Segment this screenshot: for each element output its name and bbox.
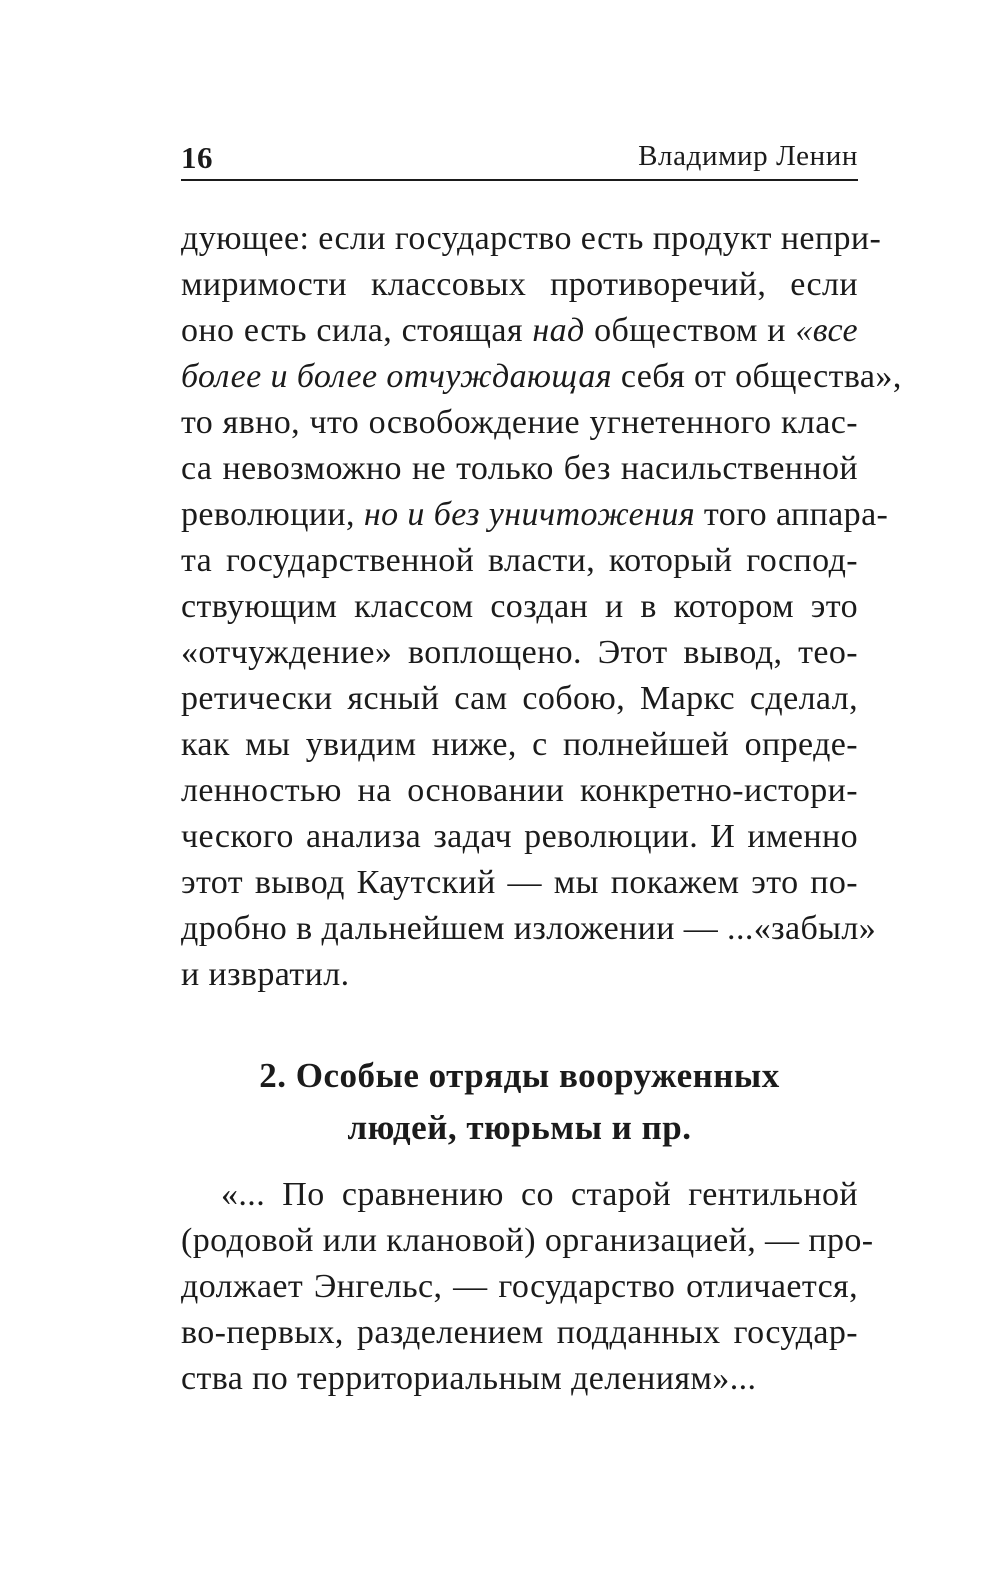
text-line: (родовой или клановой) организацией, — про- xyxy=(181,1222,874,1259)
text-line: как мы увидим ниже, с полнейшей опреде- xyxy=(181,726,858,763)
text-line: та государственной власти, который господ- xyxy=(181,542,858,579)
text-line: «... По сравнению со старой гентильной xyxy=(221,1176,858,1213)
text-line: ства по территориальным делениям»... xyxy=(181,1360,757,1397)
text-line: революции, но и без уничтожения того аппара- xyxy=(181,496,889,533)
text-line: ческого анализа задач революции. И именно xyxy=(181,818,858,855)
text-line: и извратил. xyxy=(181,956,350,993)
italic-emphasis: более и более отчуждающая xyxy=(181,358,612,395)
text-line: должает Энгельс, — государство отличается, xyxy=(181,1268,858,1305)
running-header xyxy=(181,140,858,176)
text-line: то явно, что освобождение угнетенного клас- xyxy=(181,404,858,441)
italic-emphasis: но и без уничтожения xyxy=(363,496,696,533)
text-line: са невозможно не только без насильственной xyxy=(181,450,858,487)
text-line: «отчуждение» воплощено. Этот вывод, тео- xyxy=(181,634,858,671)
book-page xyxy=(181,0,902,1583)
paragraph-continuation xyxy=(181,216,902,998)
italic-emphasis: над xyxy=(532,312,585,349)
text-line: во-первых, разделением подданных государ- xyxy=(181,1314,858,1351)
text-line: ретически ясный сам собою, Маркс сделал, xyxy=(181,680,858,717)
text-line: ленностью на основании конкретно-истори- xyxy=(181,772,858,809)
text-line: ствующим классом создан и в котором это xyxy=(181,588,858,625)
text-line: дробно в дальнейшем изложении — ...«забыл» xyxy=(181,910,877,947)
italic-emphasis: «все xyxy=(795,312,858,349)
quote-paragraph xyxy=(181,1172,874,1402)
section-heading-line: людей, тюрьмы и пр. xyxy=(347,1108,692,1147)
text-line: более и более отчуждающая себя от общества», xyxy=(181,358,902,395)
text-line: этот вывод Каутский — мы покажем это по- xyxy=(181,864,858,901)
running-head-author: Владимир Ленин xyxy=(638,140,858,172)
text-line: дующее: если государство есть продукт непри- xyxy=(181,220,882,257)
text-line: миримости классовых противоречий, если xyxy=(181,266,858,303)
page-number: 16 xyxy=(181,140,213,175)
section-heading-line: 2. Особые отряды вооруженных xyxy=(259,1056,780,1095)
text-line: оно есть сила, стоящая над обществом и «все xyxy=(181,312,858,349)
header-rule xyxy=(181,179,858,181)
section-heading xyxy=(181,1050,858,1154)
